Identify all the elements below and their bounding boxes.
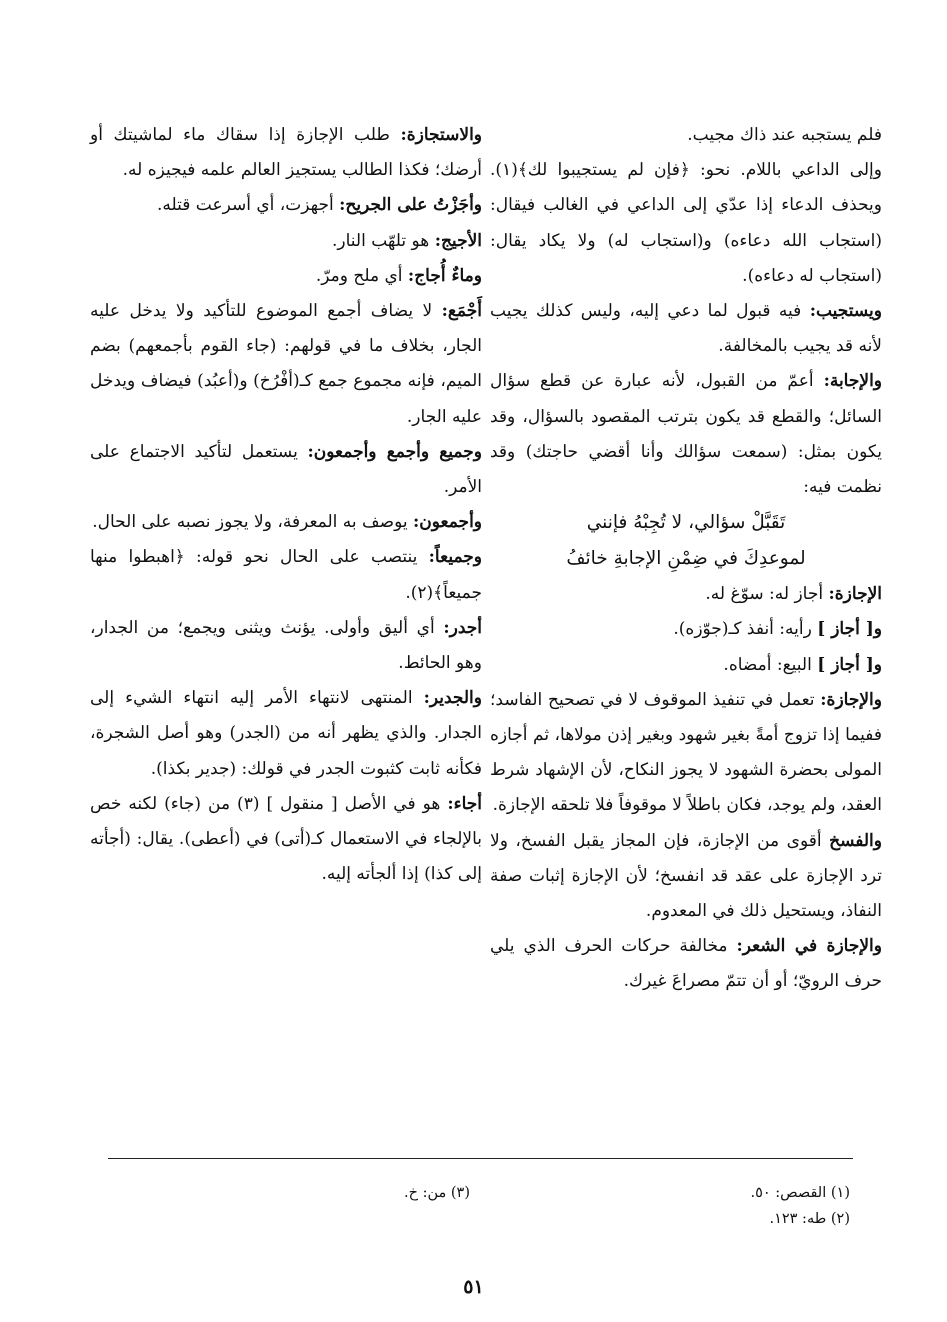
- headword: و[ أجاز ]: [817, 654, 882, 675]
- footnotes-right: [560, 1180, 850, 1232]
- headword: أجدر:: [443, 617, 482, 638]
- paragraph-text: أي ملح ومرّ.: [315, 265, 408, 286]
- headword: وأجَزْتُ على الجريح:: [339, 195, 482, 216]
- paragraph: [90, 294, 482, 435]
- paragraph: [490, 118, 882, 153]
- verse-text: لموعدِكَ في ضِمْنِ الإجابةِ خائفُ: [566, 548, 806, 570]
- paragraph: [90, 505, 482, 540]
- headword: و[ أجاز ]: [817, 619, 882, 640]
- paragraph: [90, 118, 482, 188]
- paragraph: [490, 577, 882, 612]
- headword: الإجازة:: [828, 584, 882, 605]
- verse-text: تَقَبَّلْ سؤالي، لا تُجِبْهُ فإنني: [586, 512, 786, 534]
- paragraph-text: مخالفة حركات الحرف الذي يلي حرف الرويّ؛ أو أن تتمّ مصراعَ غيرك.: [490, 936, 882, 992]
- paragraph-text: أعمّ من القبول، لأنه عبارة عن قطع سؤال السائل؛ والقطع قد يكون بترتب المقصود بالسؤال، وقد يكون بمثل: (سمعت سؤالك وأنا أقضي حاجتك) وقد نظمت فيه:: [490, 371, 882, 498]
- paragraph: [90, 188, 482, 223]
- paragraph-text: أجاز له: سوّغ له.: [705, 584, 829, 605]
- headword: وجميعاً:: [428, 547, 482, 568]
- paragraph-text: رأيه: أنفذ كـ(جوّزه).: [673, 619, 818, 640]
- headword: الأجيج:: [434, 230, 482, 251]
- paragraph: [490, 294, 882, 364]
- headword: والإجابة:: [823, 371, 882, 392]
- footnote-divider: [108, 1158, 853, 1159]
- footnotes-left: [150, 1180, 470, 1206]
- paragraph: [90, 435, 482, 505]
- paragraph-text: لا يضاف أجمع الموضوع للتأكيد ولا يدخل عليه الجار، بخلاف ما في قولهم: (جاء القوم بأجمعهم) بضم الميم، فإنه مجموع جمع كـ(أفْرُخ) و(أعبُد) فيضاف ويدخل عليه الجار.: [90, 301, 482, 427]
- verse-line: [490, 505, 882, 541]
- paragraph-text: المنتهى لانتهاء الأمر إليه انتهاء الشيء إلى الجدار. والذي يظهر أنه من (الجدر) وهو أصل الشجرة، فكأنه ثابت كثبوت الجدر في قولك: (جدير بكذا).: [90, 688, 482, 779]
- paragraph: [90, 224, 482, 259]
- paragraph: [490, 364, 882, 505]
- headword: والجدير:: [423, 688, 482, 709]
- headword: والفسخ: [829, 830, 882, 851]
- paragraph-text: فيه قبول لما دعي إليه، وليس كذلك يجيب لأنه قد يجيب بالمخالفة.: [490, 301, 882, 357]
- paragraph-text: تعمل في تنفيذ الموقوف لا في تصحيح الفاسد؛ ففيما إذا تزوج أمةً بغير شهود وبغير إذن مولاها، ثم أجازه المولى بحضرة الشهود لا يجوز النكاح، لأن الإشهاد شرط العقد، ولم يوجد، فكان باطلاً لا موقوفاً فلا تلحقه الإجازة.: [490, 689, 882, 816]
- headword: أَجْمَع:: [441, 301, 482, 322]
- paragraph-text: هو في الأصل [ منقول ] (٣) من (جاء) لكنه خص بالإلجاء في الاستعمال كـ(أتى) في (أعطى). يقال: (أجأته إلى كذا) إذا ألجأته إليه.: [90, 793, 482, 885]
- paragraph-text: فلم يستجبه عند ذاك مجيب.: [687, 125, 882, 145]
- paragraph-text: يستعمل لتأكيد الاجتماع على الأمر.: [90, 441, 482, 498]
- headword: أجاء:: [447, 793, 482, 814]
- paragraph: [490, 824, 882, 930]
- paragraph: [490, 612, 882, 647]
- headword: وأجمعون:: [412, 512, 482, 533]
- paragraph-text: أجهزت، أي أسرعت قتله.: [156, 195, 340, 216]
- paragraph: [90, 540, 482, 610]
- paragraph-text: هو تلهّب النار.: [332, 230, 435, 251]
- headword: والاستجازة:: [400, 125, 482, 145]
- headword: وماءٌ أُجاج:: [407, 265, 482, 286]
- paragraph-text: ينتصب على الحال نحو قوله: ﴿اهبطوا منها جميعاً﴾(٢).: [90, 547, 482, 603]
- paragraph: [490, 648, 882, 683]
- paragraph-text: طلب الإجازة إذا سقاك ماء لماشيتك أو أرضك؛ فكذا الطالب يستجيز العالم علمه فيجيزه له.: [90, 125, 482, 181]
- page-number: ٥١: [463, 1276, 484, 1298]
- paragraph: [490, 683, 882, 824]
- headword: والإجازة:: [820, 689, 882, 710]
- headword: والإجازة في الشعر:: [736, 936, 882, 957]
- footnote: (٣) من: خ.: [403, 1185, 470, 1201]
- left-column: [90, 118, 482, 892]
- paragraph: [490, 153, 882, 294]
- paragraph-text: أي أليق وأولى. يؤنث ويثنى ويجمع؛ من الجدار، وهو الحائط.: [90, 617, 482, 674]
- paragraph-text: يوصف به المعرفة، ولا يجوز نصبه على الحال.: [92, 512, 413, 533]
- right-column: [490, 118, 882, 1000]
- verse-line: [490, 541, 882, 577]
- paragraph-text: أقوى من الإجازة، فإن المجاز يقبل الفسخ، ولا ترد الإجازة على عقد قد انفسخ؛ لأن الإجازة إثبات صفة النفاذ، ويستحيل ذلك في المعدوم.: [490, 830, 882, 922]
- paragraph-text: البيع: أمضاه.: [723, 654, 818, 675]
- paragraph-text: وإلى الداعي باللام. نحو: ﴿فإن لم يستجيبوا لك﴾(١). ويحذف الدعاء إذا عدّي إلى الداعي في الغالب فيقال: (استجاب الله دعاءه) و(استجاب له) ولا يكاد يقال: (استجاب له دعاءه).: [490, 160, 882, 286]
- footnote: (٢) طه: ١٢٣.: [769, 1211, 850, 1227]
- paragraph: [90, 611, 482, 681]
- paragraph: [490, 929, 882, 999]
- paragraph: [90, 787, 482, 893]
- headword: وجميع وأجمع وأجمعون:: [307, 441, 482, 462]
- paragraph: [90, 259, 482, 294]
- headword: ويستجيب:: [809, 301, 882, 322]
- paragraph: [90, 681, 482, 787]
- footnote: (١) القصص: ٥٠.: [750, 1185, 850, 1201]
